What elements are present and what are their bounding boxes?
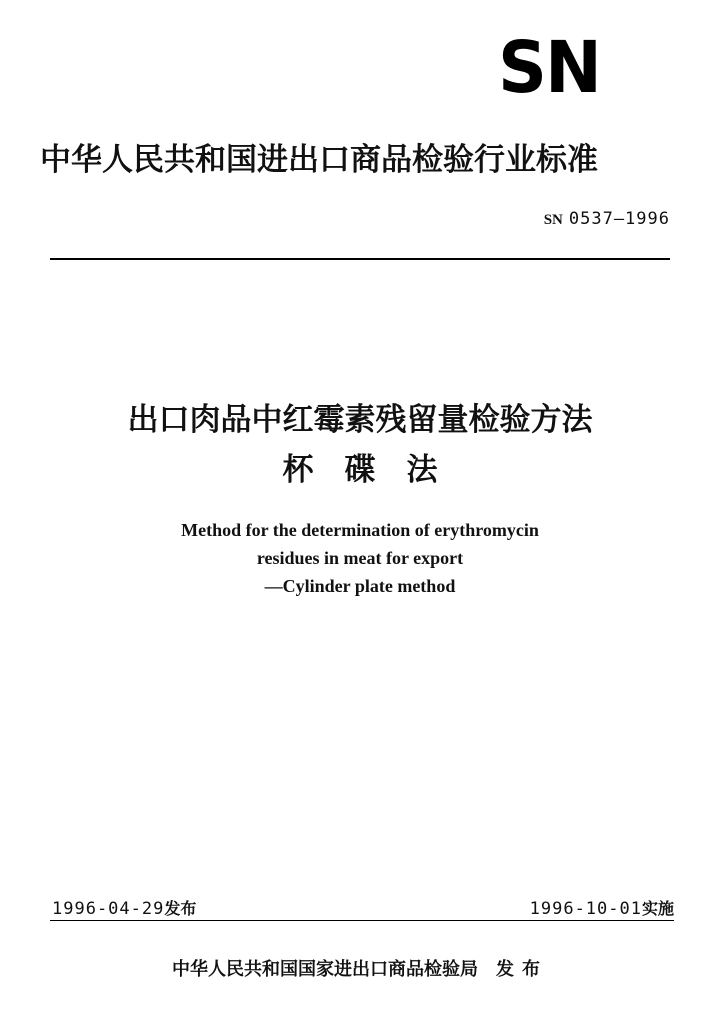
publisher-action: 发布: [496, 959, 548, 980]
standard-authority-heading: 中华人民共和国进出口商品检验行业标准: [40, 142, 598, 178]
standard-code-prefix: SN: [543, 212, 563, 228]
standard-code: [470, 208, 670, 231]
document-subtitle-cn: 杯 碟 法: [282, 452, 438, 488]
publisher-line: [40, 957, 680, 983]
sn-logo: SN: [498, 27, 600, 110]
standard-code-number: 0537—1996: [568, 209, 670, 229]
issue-date-label: 发布: [164, 899, 197, 918]
title-en-line-2: residues in meat for export: [256, 548, 464, 568]
issue-date-value: 1996-04-29: [52, 899, 165, 919]
title-en-line-3: —Cylinder plate method: [264, 576, 456, 596]
document-title-cn: 出口肉品中红霉素残留量检验方法: [127, 402, 593, 438]
top-divider: [50, 258, 670, 260]
issue-date: [52, 898, 196, 920]
title-en-line-1: Method for the determination of erythromycin: [181, 520, 539, 540]
impl-date-value: 1996-10-01: [529, 899, 642, 919]
bottom-divider: [50, 920, 674, 921]
impl-date-label: 实施: [641, 899, 674, 918]
document-title-en: [60, 516, 660, 600]
publisher-name: 中华人民共和国国家进出口商品检验局: [172, 959, 478, 980]
implementation-date: [470, 898, 674, 920]
